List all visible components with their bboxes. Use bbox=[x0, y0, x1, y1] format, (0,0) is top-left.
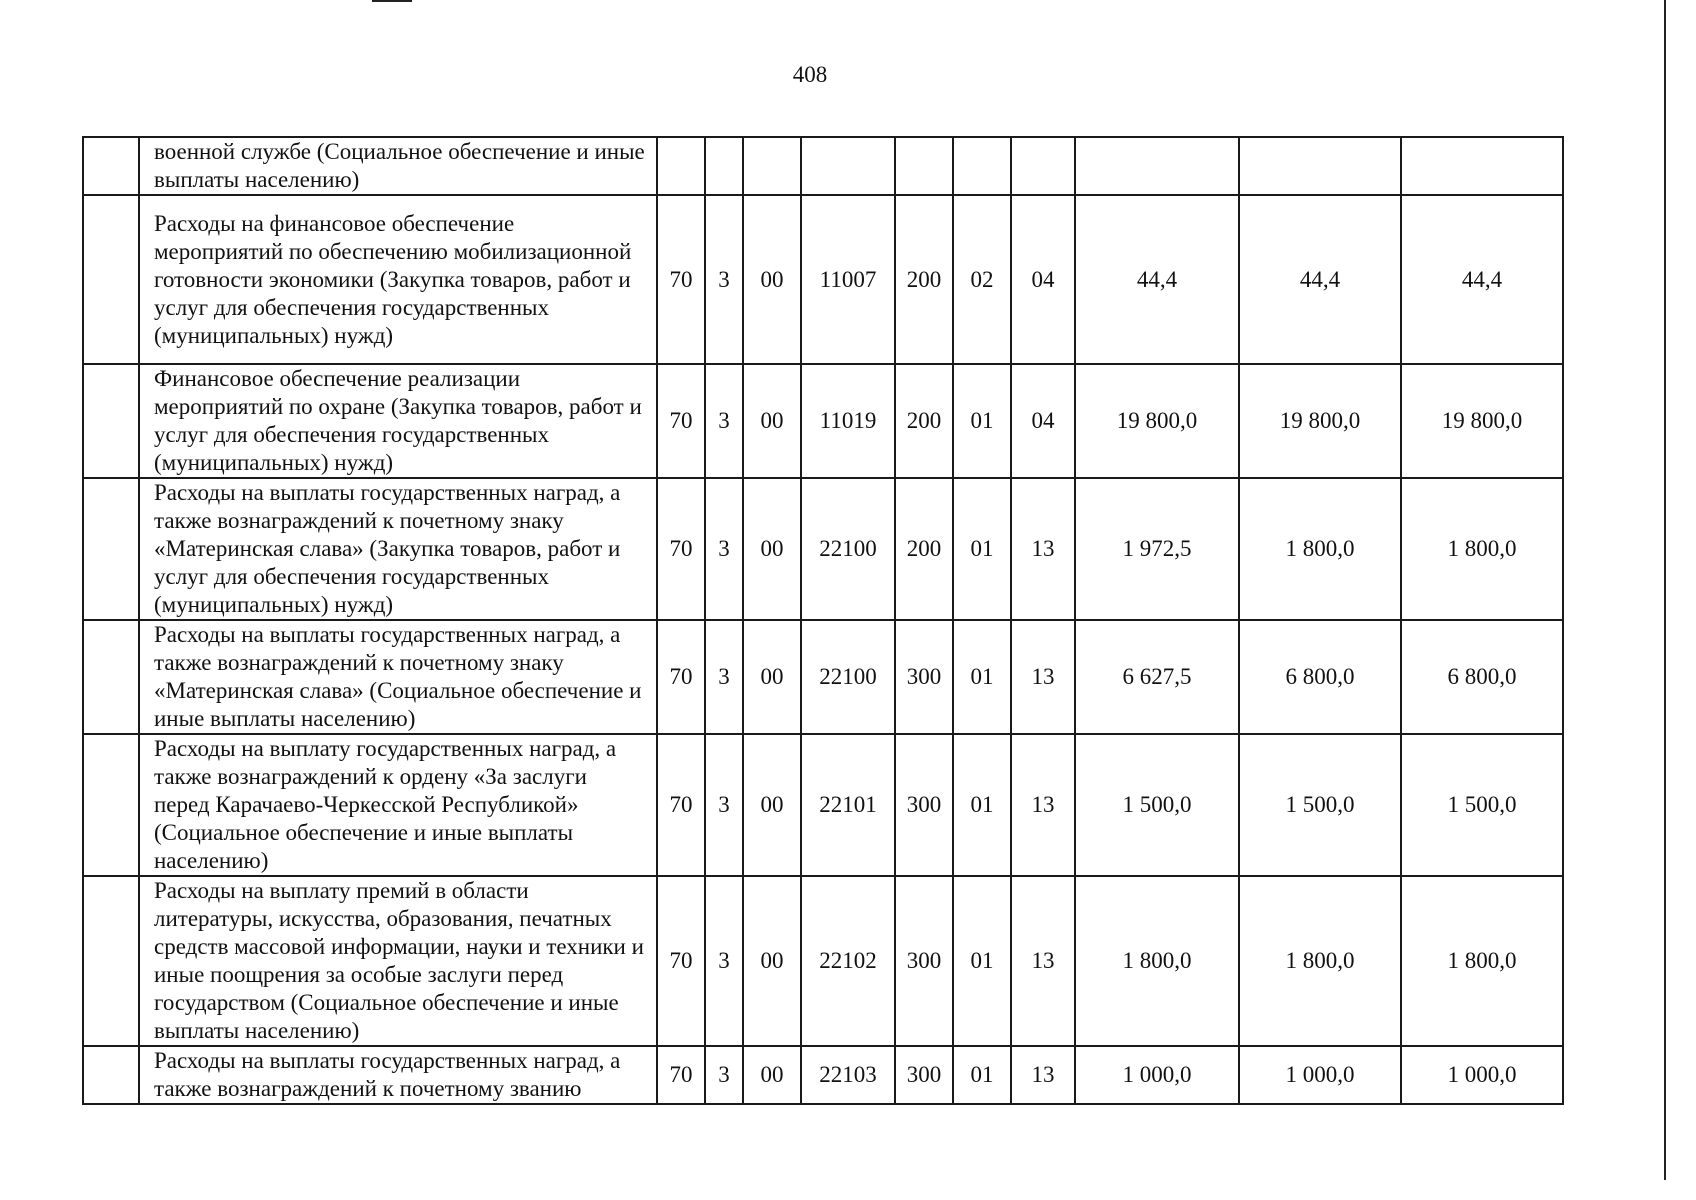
section-cell: 01 bbox=[953, 364, 1011, 478]
table-row bbox=[83, 478, 1563, 620]
sum-year3-cell: 19 800,0 bbox=[1401, 364, 1563, 478]
sum-year2-cell: 1 800,0 bbox=[1239, 478, 1401, 620]
program-cell: 70 bbox=[657, 876, 705, 1046]
section-cell: 01 bbox=[953, 478, 1011, 620]
budget-table bbox=[82, 136, 1564, 1105]
table-row bbox=[83, 137, 1563, 195]
row-number-cell bbox=[83, 478, 139, 620]
sum-year3-cell: 44,4 bbox=[1401, 195, 1563, 364]
sum-year3-cell: 1 500,0 bbox=[1401, 734, 1563, 876]
subprogram-cell: 3 bbox=[705, 876, 743, 1046]
subsection-cell: 13 bbox=[1011, 876, 1075, 1046]
group-cell: 00 bbox=[743, 478, 801, 620]
table-body bbox=[83, 137, 1563, 1104]
sum-year2-cell: 6 800,0 bbox=[1239, 620, 1401, 734]
row-number-cell bbox=[83, 876, 139, 1046]
subsection-cell: 04 bbox=[1011, 195, 1075, 364]
sum-year3-cell: 1 800,0 bbox=[1401, 876, 1563, 1046]
page-number: 408 bbox=[792, 62, 828, 87]
subsection-cell: 13 bbox=[1011, 1046, 1075, 1104]
subprogram-cell: 3 bbox=[705, 734, 743, 876]
row-number-cell bbox=[83, 620, 139, 734]
group-cell: 00 bbox=[743, 364, 801, 478]
subprogram-cell bbox=[705, 137, 743, 195]
direction-cell: 22103 bbox=[801, 1046, 895, 1104]
group-cell: 00 bbox=[743, 195, 801, 364]
scan-top-mark bbox=[372, 0, 412, 2]
direction-cell: 22102 bbox=[801, 876, 895, 1046]
expense-type-cell bbox=[895, 137, 953, 195]
sum-year1-cell: 1 800,0 bbox=[1075, 876, 1239, 1046]
section-cell: 01 bbox=[953, 876, 1011, 1046]
row-number-cell bbox=[83, 195, 139, 364]
program-cell: 70 bbox=[657, 734, 705, 876]
subsection-cell: 04 bbox=[1011, 364, 1075, 478]
sum-year1-cell: 1 972,5 bbox=[1075, 478, 1239, 620]
sum-year2-cell: 44,4 bbox=[1239, 195, 1401, 364]
program-cell: 70 bbox=[657, 364, 705, 478]
sum-year1-cell: 1 000,0 bbox=[1075, 1046, 1239, 1104]
sum-year2-cell: 19 800,0 bbox=[1239, 364, 1401, 478]
group-cell: 00 bbox=[743, 620, 801, 734]
expense-type-cell: 200 bbox=[895, 364, 953, 478]
subsection-cell: 13 bbox=[1011, 620, 1075, 734]
row-number-cell bbox=[83, 1046, 139, 1104]
expense-type-cell: 300 bbox=[895, 734, 953, 876]
subprogram-cell: 3 bbox=[705, 620, 743, 734]
section-cell: 01 bbox=[953, 620, 1011, 734]
subprogram-cell: 3 bbox=[705, 364, 743, 478]
description-cell: Расходы на выплаты государственных наград, а также вознаграждений к почетному знаку «Материнская слава» (Закупка товаров, работ и услуг для обеспечения государственных (муниципальных) нужд) bbox=[139, 478, 657, 620]
program-cell: 70 bbox=[657, 478, 705, 620]
direction-cell: 22100 bbox=[801, 620, 895, 734]
description-cell: Расходы на выплату государственных наград, а также вознаграждений к ордену «За заслуги перед Карачаево-Черкесской Республикой» (Социальное обеспечение и иные выплаты населению) bbox=[139, 734, 657, 876]
description-cell: Финансовое обеспечение реализации мероприятий по охране (Закупка товаров, работ и услуг для обеспечения государственных (муниципальных) нужд) bbox=[139, 364, 657, 478]
program-cell: 70 bbox=[657, 1046, 705, 1104]
expense-type-cell: 300 bbox=[895, 620, 953, 734]
table-row bbox=[83, 620, 1563, 734]
sum-year2-cell: 1 000,0 bbox=[1239, 1046, 1401, 1104]
scan-edge-line bbox=[1664, 0, 1666, 1180]
description-cell: Расходы на выплаты государственных наград, а также вознаграждений к почетному званию bbox=[139, 1046, 657, 1104]
direction-cell: 22101 bbox=[801, 734, 895, 876]
group-cell: 00 bbox=[743, 1046, 801, 1104]
sum-year2-cell bbox=[1239, 137, 1401, 195]
row-number-cell bbox=[83, 734, 139, 876]
direction-cell bbox=[801, 137, 895, 195]
section-cell: 01 bbox=[953, 734, 1011, 876]
table-row bbox=[83, 876, 1563, 1046]
expense-type-cell: 200 bbox=[895, 478, 953, 620]
subprogram-cell: 3 bbox=[705, 1046, 743, 1104]
group-cell: 00 bbox=[743, 876, 801, 1046]
sum-year1-cell: 6 627,5 bbox=[1075, 620, 1239, 734]
sum-year2-cell: 1 800,0 bbox=[1239, 876, 1401, 1046]
program-cell: 70 bbox=[657, 195, 705, 364]
table-row bbox=[83, 1046, 1563, 1104]
sum-year1-cell bbox=[1075, 137, 1239, 195]
sum-year1-cell: 44,4 bbox=[1075, 195, 1239, 364]
table-row bbox=[83, 195, 1563, 364]
row-number-cell bbox=[83, 364, 139, 478]
sum-year2-cell: 1 500,0 bbox=[1239, 734, 1401, 876]
sum-year3-cell: 6 800,0 bbox=[1401, 620, 1563, 734]
table-row bbox=[83, 734, 1563, 876]
sum-year1-cell: 19 800,0 bbox=[1075, 364, 1239, 478]
description-cell: военной службе (Социальное обеспечение и иные выплаты населению) bbox=[139, 137, 657, 195]
direction-cell: 22100 bbox=[801, 478, 895, 620]
expense-type-cell: 300 bbox=[895, 1046, 953, 1104]
group-cell: 00 bbox=[743, 734, 801, 876]
sum-year3-cell: 1 800,0 bbox=[1401, 478, 1563, 620]
program-cell: 70 bbox=[657, 620, 705, 734]
table-row bbox=[83, 364, 1563, 478]
subsection-cell bbox=[1011, 137, 1075, 195]
subsection-cell: 13 bbox=[1011, 734, 1075, 876]
section-cell: 02 bbox=[953, 195, 1011, 364]
sum-year1-cell: 1 500,0 bbox=[1075, 734, 1239, 876]
subprogram-cell: 3 bbox=[705, 195, 743, 364]
direction-cell: 11019 bbox=[801, 364, 895, 478]
sum-year3-cell bbox=[1401, 137, 1563, 195]
direction-cell: 11007 bbox=[801, 195, 895, 364]
section-cell: 01 bbox=[953, 1046, 1011, 1104]
row-number-cell bbox=[83, 137, 139, 195]
description-cell: Расходы на выплаты государственных наград, а также вознаграждений к почетному знаку «Материнская слава» (Социальное обеспечение и иные выплаты населению) bbox=[139, 620, 657, 734]
sum-year3-cell: 1 000,0 bbox=[1401, 1046, 1563, 1104]
section-cell bbox=[953, 137, 1011, 195]
program-cell bbox=[657, 137, 705, 195]
group-cell bbox=[743, 137, 801, 195]
expense-type-cell: 300 bbox=[895, 876, 953, 1046]
description-cell: Расходы на выплату премий в области литературы, искусства, образования, печатных средств массовой информации, науки и техники и иные поощрения за особые заслуги перед государством (Социальное обеспечение и иные выплаты населению) bbox=[139, 876, 657, 1046]
description-cell: Расходы на финансовое обеспечение мероприятий по обеспечению мобилизационной готовности экономики (Закупка товаров, работ и услуг для обеспечения государственных (муниципальных) нужд) bbox=[139, 195, 657, 364]
subsection-cell: 13 bbox=[1011, 478, 1075, 620]
expense-type-cell: 200 bbox=[895, 195, 953, 364]
subprogram-cell: 3 bbox=[705, 478, 743, 620]
